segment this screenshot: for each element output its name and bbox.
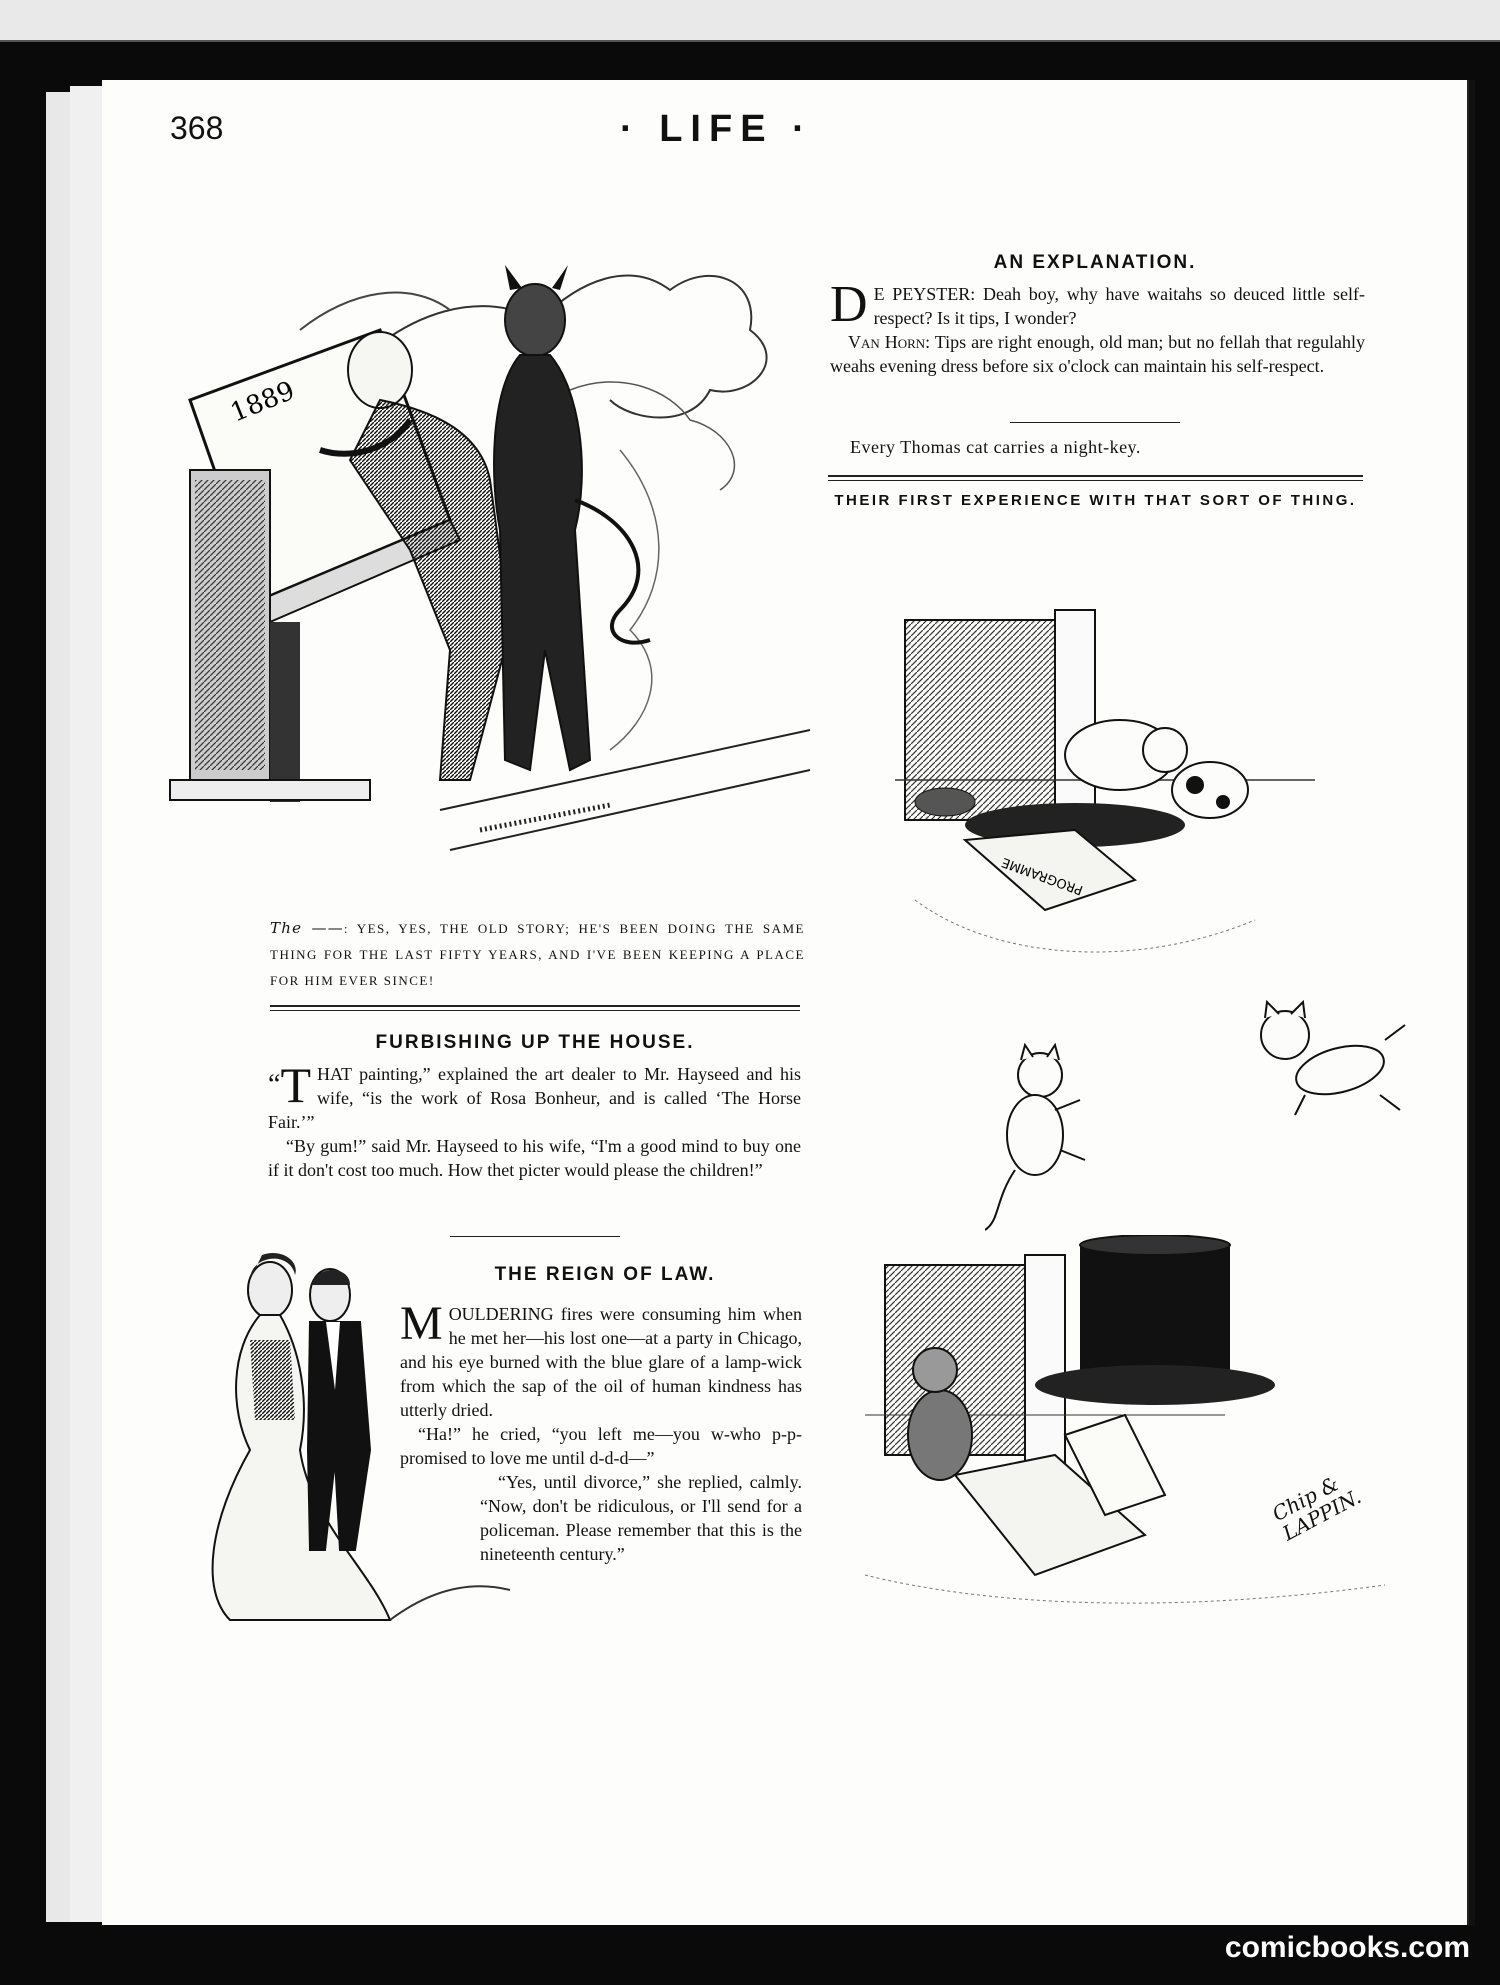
explanation-line-1: Deah boy, why have waitahs so deuced little self-respect? Is it tips, I wonder? <box>873 284 1365 328</box>
explanation-line-2: Tips are right enough, old man; but no fellah that regulahly weahs evening dress before six o'clock can maintain his self-respect. <box>830 332 1365 376</box>
furbishing-open-quote: “ <box>268 1069 281 1100</box>
divider-double-right <box>828 475 1363 481</box>
artist-signature: Chip & LAPPIN. <box>1268 1471 1365 1546</box>
reign-article <box>400 1297 802 1566</box>
divider-double <box>270 1005 800 1011</box>
scan-top-strip <box>0 0 1500 42</box>
divider-short-right <box>1010 422 1180 423</box>
explanation-title: AN EXPLANATION. <box>993 252 1197 273</box>
explanation-speaker-2: Van Horn: <box>848 332 931 352</box>
explanation-speaker-1: E PEYSTER: <box>873 284 976 304</box>
leaping-kitten-illustration <box>1245 1000 1415 1120</box>
reign-p3: “Yes, until divorce,” she replied, calmly. “Now, don't be ridiculous, or I'll send for a policeman. Please remember that this is the nineteenth century.” <box>480 1472 802 1564</box>
furbishing-p1: HAT painting,” explained the art dealer to Mr. Hayseed and his wife, “is the work of Rosa Bonheur, and is called ‘The Horse Fair.’” <box>268 1064 801 1132</box>
masthead: · LIFE · <box>620 108 813 150</box>
page-spine <box>1469 80 1475 1925</box>
watermark: comicbooks.com <box>1224 1931 1470 1964</box>
kitten-and-top-hat-illustration <box>865 1235 1385 1625</box>
furbishing-p2: “By gum!” said Mr. Hayseed to his wife, “I'm a good mind to buy one if it don't cost too much. How thet picter would please the children!” <box>268 1136 801 1180</box>
reign-title: THE REIGN OF LAW. <box>494 1264 716 1285</box>
newspaper-programme: PROGRAMME <box>999 853 1086 898</box>
kittens-title: THEIR FIRST EXPERIENCE WITH THAT SORT OF THING. <box>834 492 1357 509</box>
reign-dropcap: M <box>400 1297 443 1350</box>
reign-p1: OULDERING fires were consuming him when he met her—his lost one—at a party in Chicago, and his eye burned with the blue glare of a lamp-wick from which the sap of the oil of human kindness has utterly dried. <box>400 1304 802 1420</box>
explanation-article <box>830 276 1365 378</box>
caption-text: : YES, YES, THE OLD STORY; HE'S BEEN DOING THE SAME THING FOR THE LAST FIFTY YEARS, AND I'VE BEEN KEEPING A PLACE FOR HIM EVER SINCE! <box>270 921 805 988</box>
furbishing-dropcap: T <box>280 1057 311 1113</box>
kittens-on-hat-illustration <box>875 540 1315 990</box>
furbishing-article <box>268 1057 801 1182</box>
cartoon-devil-illustration <box>150 250 815 880</box>
reign-p2: “Ha!” he cried, “you left me—you w-who p-p-promised to love me until d-d-d—” <box>400 1424 802 1468</box>
divider-short <box>450 1236 620 1237</box>
page-number: 368 <box>170 110 224 146</box>
tomcat-joke <box>850 435 1360 459</box>
falling-kitten-illustration <box>985 1040 1095 1240</box>
explanation-dropcap: D <box>830 276 868 333</box>
tomcat-text: Every Thomas cat carries a night-key. <box>850 437 1141 457</box>
furbishing-title: FURBISHING UP THE HOUSE. <box>375 1032 695 1053</box>
cartoon-caption <box>270 915 805 994</box>
caption-speaker: The —— <box>270 919 344 937</box>
book-year: 1889 <box>226 375 299 429</box>
